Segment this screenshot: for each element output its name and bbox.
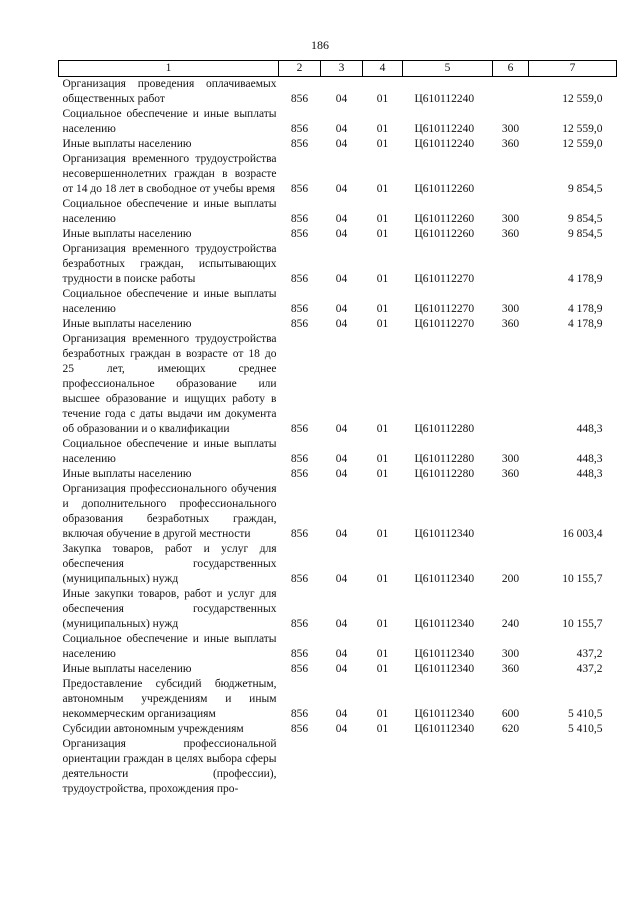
row-csr: Ц610112270 [414, 303, 475, 315]
row-pr: 01 [376, 468, 389, 480]
row-gr: 856 [290, 228, 309, 240]
row-name: Иные закупки товаров, работ и услуг для обеспечения государственных (муниципальных) нужд [62, 588, 277, 630]
row-rz: 04 [335, 123, 348, 135]
table-row [59, 152, 617, 197]
header-col-5: 5 [403, 61, 493, 77]
row-csr: Ц610112340 [414, 663, 475, 675]
row-pr: 01 [376, 723, 389, 735]
row-vr: 300 [501, 123, 520, 135]
row-sum: 12 559,0 [562, 93, 603, 105]
row-rz: 04 [335, 318, 348, 330]
row-rz: 04 [335, 138, 348, 150]
row-rz: 04 [335, 93, 348, 105]
row-gr: 856 [290, 573, 309, 585]
table-body [59, 77, 617, 798]
header-col-2: 2 [279, 61, 321, 77]
row-vr [493, 482, 529, 542]
row-pr: 01 [376, 318, 389, 330]
row-rz: 04 [335, 528, 348, 540]
row-gr: 856 [290, 273, 309, 285]
table-row [59, 677, 617, 722]
row-gr: 856 [290, 93, 309, 105]
row-gr: 856 [290, 183, 309, 195]
row-rz: 04 [335, 453, 348, 465]
page-number: 186 [311, 38, 329, 52]
row-csr [403, 737, 493, 797]
row-gr: 856 [290, 663, 309, 675]
row-csr: Ц610112240 [414, 123, 475, 135]
row-name: Иные выплаты населению [62, 138, 192, 150]
row-sum: 9 854,5 [568, 183, 603, 195]
row-sum [529, 737, 617, 797]
row-pr: 01 [376, 138, 389, 150]
row-csr: Ц610112270 [414, 273, 475, 285]
row-gr: 856 [290, 318, 309, 330]
row-rz: 04 [335, 228, 348, 240]
row-rz: 04 [335, 663, 348, 675]
row-vr: 200 [501, 573, 520, 585]
row-vr: 360 [501, 228, 520, 240]
row-name: Организация профессионального обучения и дополнительного профессионального образования безработных граждан, включая обучение в другой местности [62, 483, 277, 540]
row-name: Организация временного трудоустройства безработных граждан в возрасте от 18 до 25 лет, имеющих среднее профессиональное образование или высшее образование и ищущих работу в течение года с даты выдачи им документа об образовании и о квалификации [62, 333, 277, 435]
row-name: Организация профессиональной ориентации граждан в целях выбора сферы деятельности (профессии), трудоустройства, прохождения про- [62, 738, 277, 795]
row-name: Закупка товаров, работ и услуг для обеспечения государственных (муниципальных) нужд [62, 543, 277, 585]
row-rz: 04 [335, 273, 348, 285]
row-sum: 9 854,5 [568, 213, 603, 225]
row-sum: 5 410,5 [568, 708, 603, 720]
row-rz: 04 [335, 708, 348, 720]
row-sum: 4 178,9 [568, 273, 603, 285]
row-sum: 437,2 [576, 663, 603, 675]
row-name: Организация временного трудоустройства безработных граждан, испытывающих трудности в поиске работы [62, 243, 277, 285]
row-sum: 12 559,0 [562, 123, 603, 135]
table-row [59, 737, 617, 797]
row-rz: 04 [335, 723, 348, 735]
header-col-6: 6 [493, 61, 529, 77]
table-row [59, 287, 617, 317]
header-col-4: 4 [363, 61, 403, 77]
row-gr: 856 [290, 138, 309, 150]
row-gr [279, 737, 321, 797]
row-name: Иные выплаты населению [62, 228, 192, 240]
row-pr: 01 [376, 228, 389, 240]
row-gr: 856 [290, 468, 309, 480]
row-gr: 856 [290, 423, 309, 435]
row-gr: 856 [290, 708, 309, 720]
row-vr: 300 [501, 213, 520, 225]
budget-table [58, 60, 617, 797]
row-sum: 9 854,5 [568, 228, 603, 240]
row-name: Социальное обеспечение и иные выплаты населению [62, 198, 277, 225]
row-csr: Ц610112280 [414, 453, 475, 465]
row-name: Предоставление субсидий бюджетным, автономным учреждениям и иным некоммерческим организациям [62, 678, 277, 720]
row-vr: 360 [501, 468, 520, 480]
row-rz: 04 [335, 468, 348, 480]
row-vr [493, 737, 529, 797]
row-vr: 360 [501, 138, 520, 150]
row-sum: 16 003,4 [562, 528, 603, 540]
row-pr: 01 [376, 573, 389, 585]
row-sum: 12 559,0 [562, 138, 603, 150]
row-pr: 01 [376, 453, 389, 465]
row-sum: 10 155,7 [562, 573, 603, 585]
row-name: Иные выплаты населению [62, 468, 192, 480]
header-col-1: 1 [59, 61, 279, 77]
table-row [59, 137, 617, 152]
row-rz: 04 [335, 423, 348, 435]
row-csr: Ц610112240 [414, 93, 475, 105]
row-rz: 04 [335, 213, 348, 225]
row-gr: 856 [290, 723, 309, 735]
row-sum: 4 178,9 [568, 318, 603, 330]
table-row [59, 467, 617, 482]
row-name: Субсидии автономным учреждениям [62, 723, 244, 735]
row-name: Иные выплаты населению [62, 663, 192, 675]
table-row [59, 197, 617, 227]
row-pr: 01 [376, 93, 389, 105]
row-vr [493, 332, 529, 437]
row-vr: 300 [501, 303, 520, 315]
row-gr: 856 [290, 123, 309, 135]
row-vr: 300 [501, 648, 520, 660]
table-row [59, 242, 617, 287]
row-gr: 856 [290, 528, 309, 540]
row-name: Социальное обеспечение и иные выплаты населению [62, 438, 277, 465]
row-name: Организация проведения оплачиваемых общественных работ [62, 78, 277, 105]
row-csr: Ц610112340 [414, 618, 475, 630]
row-csr: Ц610112340 [414, 723, 475, 735]
table-row [59, 632, 617, 662]
row-sum: 448,3 [576, 468, 603, 480]
row-pr: 01 [376, 708, 389, 720]
row-pr [363, 737, 403, 797]
row-gr: 856 [290, 648, 309, 660]
table-row [59, 77, 617, 108]
row-vr [493, 242, 529, 287]
row-gr: 856 [290, 618, 309, 630]
row-pr: 01 [376, 213, 389, 225]
row-sum: 4 178,9 [568, 303, 603, 315]
header-col-7: 7 [529, 61, 617, 77]
row-rz: 04 [335, 303, 348, 315]
header-row [59, 61, 617, 77]
row-rz [321, 737, 363, 797]
table-row [59, 107, 617, 137]
row-csr: Ц610112240 [414, 138, 475, 150]
row-name: Социальное обеспечение и иные выплаты населению [62, 633, 277, 660]
row-csr: Ц610112340 [414, 573, 475, 585]
row-vr [493, 77, 529, 108]
row-csr: Ц610112340 [414, 528, 475, 540]
row-sum: 448,3 [576, 423, 603, 435]
row-name: Социальное обеспечение и иные выплаты населению [62, 288, 277, 315]
row-gr: 856 [290, 213, 309, 225]
table-row [59, 662, 617, 677]
row-vr: 240 [501, 618, 520, 630]
row-csr: Ц610112340 [414, 648, 475, 660]
row-csr: Ц610112270 [414, 318, 475, 330]
table-row [59, 332, 617, 437]
row-csr: Ц610112260 [414, 228, 475, 240]
row-pr: 01 [376, 648, 389, 660]
row-rz: 04 [335, 183, 348, 195]
row-vr: 600 [501, 708, 520, 720]
table-row [59, 317, 617, 332]
row-pr: 01 [376, 303, 389, 315]
row-pr: 01 [376, 663, 389, 675]
row-gr: 856 [290, 303, 309, 315]
table-row [59, 482, 617, 542]
row-csr: Ц610112280 [414, 423, 475, 435]
row-name: Социальное обеспечение и иные выплаты населению [62, 108, 277, 135]
table-row [59, 587, 617, 632]
table-row [59, 542, 617, 587]
row-vr [493, 152, 529, 197]
row-pr: 01 [376, 618, 389, 630]
row-gr: 856 [290, 453, 309, 465]
row-pr: 01 [376, 123, 389, 135]
header-col-3: 3 [321, 61, 363, 77]
row-name: Организация временного трудоустройства несовершеннолетних граждан в возрасте от 14 до 18 лет в свободное от учебы время [62, 153, 277, 195]
row-sum: 448,3 [576, 453, 603, 465]
row-vr: 360 [501, 663, 520, 675]
row-rz: 04 [335, 648, 348, 660]
row-pr: 01 [376, 528, 389, 540]
row-sum: 10 155,7 [562, 618, 603, 630]
row-vr: 300 [501, 453, 520, 465]
row-sum: 5 410,5 [568, 723, 603, 735]
row-csr: Ц610112340 [414, 708, 475, 720]
table-row [59, 227, 617, 242]
row-csr: Ц610112280 [414, 468, 475, 480]
row-rz: 04 [335, 573, 348, 585]
row-pr: 01 [376, 273, 389, 285]
row-vr: 360 [501, 318, 520, 330]
row-pr: 01 [376, 423, 389, 435]
row-csr: Ц610112260 [414, 183, 475, 195]
table-row [59, 722, 617, 737]
table-row [59, 437, 617, 467]
row-sum: 437,2 [576, 648, 603, 660]
row-name: Иные выплаты населению [62, 318, 192, 330]
row-vr: 620 [501, 723, 520, 735]
row-csr: Ц610112260 [414, 213, 475, 225]
row-rz: 04 [335, 618, 348, 630]
row-pr: 01 [376, 183, 389, 195]
